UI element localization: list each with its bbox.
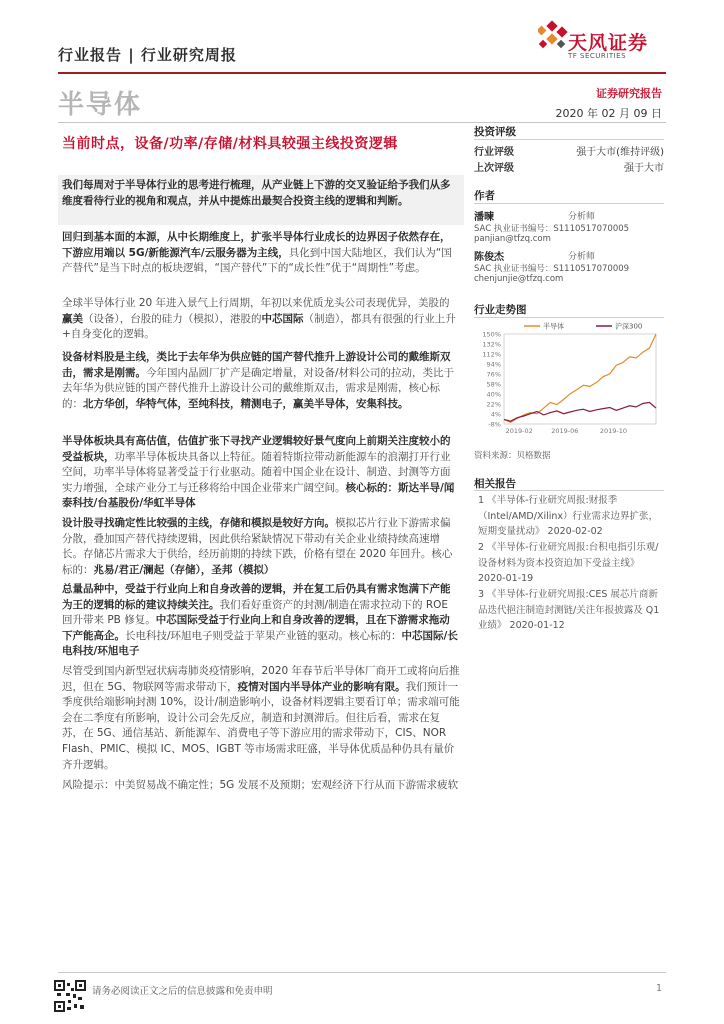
related-report-item[interactable]: 2 《半导体-行业研究周报:台积电指引乐观/设备材料为资本投资迫加下受益主线》 2020-01-19 [478,542,659,584]
paragraph-text: 尽管受到国内新型冠状病毒肺炎疫情影响，2020 年春节后半导体厂商开工或将向后推迟，但在 5G、物联网等需求带动下， [62,665,460,693]
core-tickers: 中芯国际/长电科技/环旭电子 [62,629,458,658]
paragraph-text: 我们看好重资产的封测/制造在需求拉动下的 ROE 回升带来 PB 修复。 [62,598,449,627]
analyst-name: 陈俊杰 [474,252,504,263]
paragraph-lead: 总量品种中，受益于行业向上和自身改善的逻辑，并在复工后仍具有需求饱满下产能为王的逻辑的标的建议持续关注。 [62,583,451,611]
paragraph [62,516,460,578]
analyst-email[interactable]: panjian@tfzq.com [474,234,551,244]
y-tick-label: 112% [482,350,501,359]
paragraph-lead: 回归到基本面的本源，从中长期维度上，扩张半导体行业成长的边界因子依然存在，下游应用端以 5G/新能源汽车/云服务器为主线， [62,231,451,259]
x-tick-label: 2019-06 [551,427,579,435]
title-divider [58,122,666,123]
footer-divider [58,972,666,973]
paragraph-text: 今年国内晶圆厂扩产是确定增量，对设备/材料公司的拉动，类比于去年华为供应链的国产替代推升上游设计公司的戴维斯双击，需求是刚需，核心标的： [62,366,455,410]
trend-divider [474,317,664,318]
page-number: 1 [655,983,662,994]
trend-heading: 行业走势图 [474,304,527,316]
paragraph [62,350,460,412]
authors-heading: 作者 [474,190,495,202]
paragraph [62,664,460,773]
related-report-item[interactable]: 1 《半导体-行业研究周报:财报季（Intel/AMD/Xilinx）行业需求边界扩张，短期变量扰动》 2020-02-02 [478,495,659,537]
rating-label: 行业评级 [474,147,514,158]
previous-rating-value: 强于大市 [624,163,664,174]
core-tickers: 核心标的：斯达半导/闻泰科技/台基股份/华虹半导体 [62,481,455,510]
report-type: 证券研究报告 [596,87,662,100]
chart-source: 资料来源：贝格数据 [474,451,551,461]
plot-frame [504,334,656,424]
y-tick-label: 40% [486,390,501,399]
logo-subtext: TF SECURITIES [568,52,627,60]
paragraph-text: 我们预计一季度供给端影响封测 10%，设计/制造影响小，设备材料逻辑主要看订单；需求端可能会在二季度有所影响，设计公司会先反应，制造和封测滞后。但往后看，需求在复苏，在 5G、通信基站、新能源车、消费电子等下游应用的需求带动下，CIS、NOR Flash、PMIC、模拟 IC、MOS、IGBT 等市场需求旺盛，半导体优质品种仍具有量价齐升逻辑。 [62,680,460,771]
y-tick-label: 58% [486,380,501,389]
report-title: 半导体 [58,90,143,120]
x-tick-label: 2019-10 [599,427,628,435]
previous-rating-row [474,159,664,174]
qr-code [54,980,86,1012]
paragraph-text: 具化到中国大陆地区，我们认为“国产替代”是当下时点的板块逻辑，“国产替代”下的“成长性”优于“周期性”考虑。 [62,246,452,275]
y-tick-label: 94% [486,360,501,369]
analyst-role: 分析师 [568,252,596,262]
paragraph [62,434,460,512]
logo-mark [538,20,568,48]
paragraph-text: 全球半导体行业 20 年进入景气上行周期，年初以来优质龙头公司表现优异，美股的 [62,297,450,309]
paragraph-lead: 设备材料股是主线，类比于去年华为供应链的国产替代推升上游设计公司的戴维斯双击，需求是刚需。 [62,351,451,379]
y-tick-label: 132% [482,340,501,349]
logo-text: 天风证券 [568,32,649,54]
industry-trend-chart [474,320,664,440]
industry-rating-row [474,143,664,158]
y-tick-label: -8% [488,420,501,429]
paragraph-text: 功率半导体板块具备以上特征。随着特斯拉带动新能源车的浪潮打开行业空间，功率半导体将显著受益于行业驱动。随着中国企业在设计、制造、封测等方面实力增强，全球产业分工与迁移将给中国企业带来广阔空间。 [62,450,451,494]
paragraph-lead: 设计股寻找确定性比较强的主线，存储和模拟是较好方向。 [62,517,335,529]
related-heading: 相关报告 [474,478,516,490]
report-date: 2020 年 02 月 09 日 [555,107,662,120]
y-tick-label: 22% [486,400,501,409]
core-tickers: 北方华创，华特气体，至纯科技，精测电子，赢美半导体，安集科技。 [83,397,409,410]
disclaimer-text: 请务必阅读正文之后的信息披露和免责申明 [92,986,273,997]
paragraph-text: （设备），台股的硅力（模拟），港股的 [83,312,262,325]
paragraph-text: （制造），都具有很强的行业上升+自身变化的逻辑。 [62,312,456,341]
legend-label: 沪深300 [615,322,643,331]
analyst-sac: SAC 执业证书编号：S1110517070009 [474,264,630,274]
authors-divider [474,203,664,204]
series-line-csi300 [504,402,656,421]
paragraph-text: 长电科技/环旭电子则受益于苹果产业链的驱动。核心标的： [125,629,402,642]
paragraph [62,296,460,343]
rating-divider [474,139,664,140]
related-report-item[interactable]: 3 《半导体-行业研究周报:CES 展芯片商新品迭代挹注制造封测链/关注年报披露及 Q1 业绩》 2020-01-12 [478,589,660,631]
x-tick-label: 2019-02 [505,427,533,435]
paragraph-lead: 中芯国际受益于行业向上和自身改善的逻辑，且在下游需求拖动下产能高企。 [62,614,450,642]
header-divider [58,72,666,74]
stock-name: 中芯国际 [261,312,304,325]
analyst-role: 分析师 [568,212,596,222]
legend-label: 半导体 [543,322,564,331]
report-subtitle: 当前时点，设备/功率/存储/材料具较强主线投资逻辑 [62,136,398,152]
paragraph-lead: 疫情对国内半导体产业的影响有限。 [237,680,406,693]
stock-name: 赢美 [62,312,83,325]
series-line-semiconductor [504,334,656,422]
related-divider [474,490,664,491]
paragraph-lead: 半导体板块具有高估值，估值扩张下寻找产业逻辑较好景气度向上前期关注度较小的受益板块， [62,435,451,463]
rating-value: 强于大市(维持评级) [576,147,664,158]
lead-paragraph: 我们每周对于半导体行业的思考进行梳理，从产业链上下游的交叉验证给予我们从多维度看待行业的视角和观点，并从中提炼出最契合投资主线的逻辑和判断。 [62,179,451,207]
analyst-sac: SAC 执业证书编号：S1110517070005 [474,224,630,234]
risk-warning: 风险提示：中美贸易战不确定性；5G 发展不及预期；宏观经济下行从而下游需求疲软 [62,779,459,791]
paragraph [62,230,460,277]
y-tick-label: 150% [482,330,501,339]
analyst-name: 潘暕 [474,212,494,223]
core-tickers: 兆易/君正/澜起（存储），圣邦（模拟） [93,563,275,576]
y-tick-label: 76% [486,370,501,379]
rating-heading: 投资评级 [474,126,516,138]
report-category: 行业报告 | 行业研究周报 [58,46,237,64]
previous-rating-label: 上次评级 [474,163,514,174]
paragraph-text: 模拟芯片行业下游需求偏分散，叠加国产替代持续逻辑，因此供给紧缺情况下带动有关企业业绩持续高速增长。存储芯片需求大于供给，经历前期的持续下跌，价格有望在 2020 年回升。核心标的： [62,517,453,576]
analyst-email[interactable]: chenjunjie@tfzq.com [474,274,564,284]
y-tick-label: 4% [490,410,501,419]
paragraph [62,582,460,660]
